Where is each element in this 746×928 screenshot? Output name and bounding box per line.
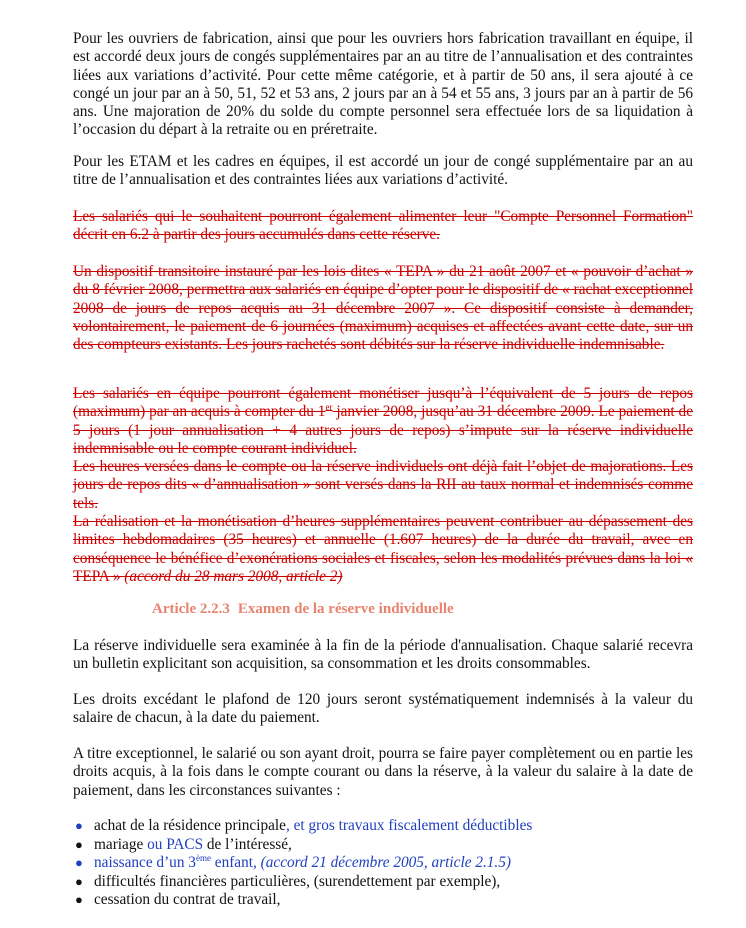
paragraph-titre-exceptionnel: A titre exceptionnel, le salarié ou son ayant droit, pourra se faire payer complètement ou en partie les droits acquis, à la fois dans le compte courant ou dans la réserve, à la valeur du salaire à la date de paiement, dans les circonstances suivantes :	[73, 745, 693, 799]
struck-reference-accord: (accord du 28 mars 2008, article 2)	[124, 567, 343, 585]
struck-paragraph-heures-versees: Les heures versées dans le compte ou la réserve individuels ont déjà fait l’objet de majorations. Les jours de repos dits « d’annualisation » sont versés dans la RII au taux normal et indemnisés comme tels.	[73, 458, 693, 512]
struck-paragraph-heures-supplementaires: La réalisation et la monétisation d’heures supplémentaires peuvent contribuer au dépassement des limites hebdomadaires (35 heures) et annuelle (1.607 heures) de la durée du travail, avec en conséquence le bénéfice d’exonérations sociales et fiscales, selon les modalités prévues dans la loi « TEPA » (accord du 28 mars 2008, article 2)	[73, 513, 693, 585]
article-heading	[152, 600, 462, 618]
list-item: ● achat de la résidence principale, et gros travaux fiscalement déductibles	[75, 817, 533, 834]
paragraph-plafond-120-jours: Les droits excédant le plafond de 120 jours seront systématiquement indemnisés à la valeur du salaire de chacun, à la date du paiement.	[73, 691, 693, 727]
bullet-icon: ●	[75, 873, 83, 889]
article-title: Examen de la réserve individuelle	[237, 601, 454, 617]
circumstances-list	[73, 817, 693, 910]
list-item: ● naissance d’un 3ème enfant, (accord 21 décembre 2005, article 2.1.5)	[75, 853, 512, 872]
list-item: ● cessation du contrat de travail,	[75, 891, 281, 909]
struck-paragraph-compte-formation: Les salariés qui le souhaitent pourront également alimenter leur "Compte Personnel Formation" décrit en 6.2 à partir des jours accumulés dans cette réserve.	[73, 208, 693, 244]
paragraph-examen-reserve: La réserve individuelle sera examinée à la fin de la période d'annualisation. Chaque salarié recevra un bulletin explicitant son acquisition, sa consommation et les droits consommables.	[73, 637, 693, 673]
bullet-icon: ●	[75, 836, 83, 852]
struck-paragraph-dispositif-tepa: Un dispositif transitoire instauré par les lois dites « TEPA » du 21 août 2007 et « pouvoir d’achat » du 8 février 2008, permettra aux salariés en équipe d’opter pour le dispositif de « rachat exceptionnel 2008 de jours de repos acquis au 31 décembre 2007 ». Ce dispositif consiste à demander, volontairement, le paiement de 6 journées (maximum) acquises et affectées avant cette date, sur un des compteurs existants. Les jours rachetés sont débités sur la réserve individuelle indemnisable.	[73, 263, 693, 354]
paragraph-etam-cadres: Pour les ETAM et les cadres en équipes, il est accordé un jour de congé supplémentaire par an au titre de l’annualisation et des contraintes liées aux variations d’activité.	[73, 153, 693, 189]
superscript-er: er	[325, 402, 333, 413]
bullet-icon: ●	[75, 892, 83, 908]
list-item: ● mariage ou PACS de l’intéressé,	[75, 835, 292, 853]
list-item: ● difficultés financières particulières, (surendettement par exemple),	[75, 872, 501, 890]
struck-paragraph-monetisation: Les salariés en équipe pourront également monétiser jusqu’à l’équivalent de 5 jours de repos (maximum) par an acquis à compter du 1er janvier 2008, jusqu’au 31 décembre 2009. Le paiement de 5 jours (1 jour annualisation + 4 autres jours de repos) s’impute sur la réserve individuelle indemnisable ou le compte courant individuel.	[73, 385, 693, 457]
paragraph-ouvriers-conges: Pour les ouvriers de fabrication, ainsi que pour les ouvriers hors fabrication travaillant en équipe, il est accordé deux jours de congés supplémentaires par an au titre de l’annualisation et des contraintes liées aux variations d’activité. Pour cette même catégorie, et à partir de 50 ans, il sera ajouté à ce congé un jour par an à 50, 51, 52 et 53 ans, 2 jours par an à 54 et 55 ans, 3 jours par an à partir de 56 ans. Une majoration de 20% du solde du compte personnel sera effectuée lors de sa liquidation à l’occasion du départ à la retraite ou en préretraite.	[73, 30, 693, 139]
bullet-icon: ●	[75, 855, 83, 871]
bullet-icon: ●	[75, 818, 83, 833]
article-number: Article 2.2.3	[152, 601, 230, 617]
